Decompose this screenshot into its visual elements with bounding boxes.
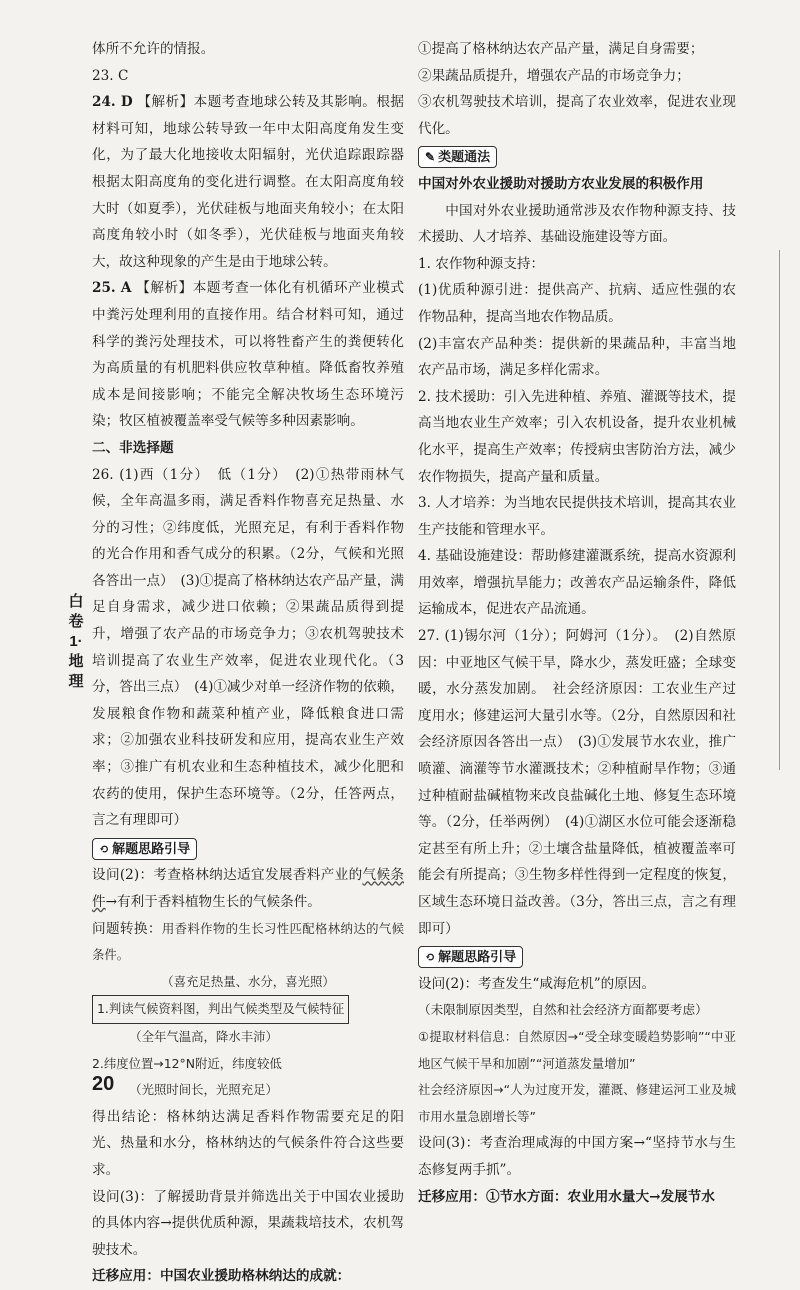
method-s3: 3. 人才培养：为当地农民提供技术培训，提高其农业生产技能和管理水平。 — [418, 495, 736, 538]
method-s1: 1. 农作物种源支持： — [418, 255, 545, 272]
right-column — [418, 36, 736, 1210]
guide-icon: ⟲ — [425, 950, 436, 965]
line-intro: 体所不允许的情报。 — [92, 41, 215, 57]
method-s1b: (2)丰富农产品种类：提供新的果蔬品种，丰富当地农产品市场，满足多样化需求。 — [418, 335, 736, 379]
achievement-2: ②果蔬品质提升，增强农产品的市场竞争力； — [418, 67, 690, 84]
method-s4: 4. 基础设施建设：帮助修建灌溉系统，提高水资源利用效率，增强抗旱能力；改善农产品运输条件，降低运输成本，促进农产品流通。 — [418, 548, 736, 618]
sub-question-2 — [92, 862, 404, 915]
transform-text: 用香料作物的生长习性匹配格林纳达的气候条件。 — [92, 920, 405, 963]
tag-label: 解题思路引导 — [438, 950, 517, 966]
hint-2: 2.纬度位置→12°N附近，纬度较低 — [92, 1055, 282, 1071]
hint-1b: （全年气温高，降水丰沛） — [129, 1028, 278, 1044]
page-edge-line — [779, 250, 780, 770]
method-s1a: (1)优质种源引进：提供高产、抗病、适应性强的农作物品种，提高当地农作物品质。 — [418, 282, 736, 325]
sub-question-3-r: 设问(3)：考查治理咸海的中国方案→“坚持节水与生态修复两手抓”。 — [418, 1135, 736, 1178]
answer-23: 23. C — [92, 67, 129, 84]
note-2: 社会经济原因→“人为过度开发，灌溉、修建运河工业及城市用水量急剧增长等” — [418, 1082, 736, 1124]
answer-25-label: 25. A — [92, 280, 132, 297]
conclusion: 得出结论：格林纳达满足香料作物需要充足的阳光、热量和水分，格林纳达的气候条件符合这些要求。 — [92, 1108, 404, 1178]
answer-24 — [92, 89, 404, 275]
tag-solving-guide-1 — [92, 838, 197, 860]
answer-24-label: 24. D — [92, 94, 133, 111]
tag-general-method — [418, 146, 497, 168]
answer-27: 27. (1)锡尔河（1分）；阿姆河（1分）。 (2)自然原因：中亚地区气候干旱，降水少，蒸发旺盛；全球变暖，水分蒸发加剧。 社会经济原因：工农业生产过度用水；修建运河大量引水等。（2分，自然原因和社会经济原因各答出一点） (3)①发展节水农业，推广喷灌、滴灌等节水灌溉技术；②种植耐旱作物；③通过种植耐盐碱植物来改良盐碱化土地、修复生态环境等。（2分，任举两例） (4)①湖区水位可能会逐渐稳定甚至有所上升；②土壤含盐量降低，植被覆盖率可能会有所提高；③生物多样性得到一定程度的恢复，区域生态环境日益改善。（3分，答出三点，言之有理即可） — [418, 628, 736, 937]
left-column — [92, 36, 404, 1290]
transform-label: 问题转换： — [92, 920, 162, 937]
answer-25-text: 【解析】本题考查一体化有机循环产业模式中粪污处理利用的直接作用。结合材料可知，通过科学的粪污处理技术，可以将牲畜产生的粪便转化为高质量的有机肥料供应牧草种植。降低畜牧养殖成本是间接影响；不能完全解决牧场生态环境污染；牧区植被覆盖率受气候等多种因素影响。 — [92, 280, 404, 430]
achievement-3: ③农机驾驶技术培训，提高了农业效率，促进农业现代化。 — [418, 94, 736, 137]
question-transform — [92, 916, 404, 969]
transfer-application-r: 迁移应用：①节水方面：农业用水量大→发展节水 — [418, 1188, 715, 1205]
sq2-text-a: 设问(2)：考查格林纳达适宜发展香料产业的 — [92, 867, 363, 884]
sq2-text-b: →有利于香料植物生长的气候条件。 — [105, 894, 321, 910]
method-intro: 中国对外农业援助通常涉及农作物种源支持、技术援助、人才培养、基础设施建设等方面。 — [418, 202, 736, 246]
tag-solving-guide-2 — [418, 946, 523, 968]
pen-icon: ✎ — [425, 150, 436, 165]
side-label: 白卷1·地理 — [68, 593, 84, 690]
answer-26: 26. (1)西（1分） 低（1分） (2)①热带雨林气候，全年高温多雨，满足香料作物喜充足热量、水分的习性；②纬度低，光照充足，有利于香料作物的光合作用和香气成分的积累。（2分，气候和光照各答出一点） (3)①提高了格林纳达农产品产量，满足自身需求，减少进口依赖；②果蔬品质得到提升，增强了农产品的市场竞争力；③农机驾驶技术培训提高了农业生产效率，促进农业现代化。（3分，答出三点） (4)①减少对单一经济作物的依赖，发展粮食作物和蔬菜种植产业，降低粮食进口需求；②加强农业科技研发和应用，提高农业生产效率；③推广有机农业和生态种植技术，减少化肥和农药的使用，保护生态环境等。（2分，任答两点，言之有理即可） — [92, 466, 404, 829]
sq2-underlined: 气候条件 — [92, 867, 404, 910]
answer-24-text: 【解析】本题考查地球公转及其影响。根据材料可知，地球公转导致一年中太阳高度角发生变化，为了最大化地接收太阳辐射，光伏追踪跟踪器根据太阳高度角的变化进行调整。在太阳高度角较大时（如夏季），光伏硅板与地面夹角较小；在太阳高度角较小时（如冬季），光伏硅板与地面夹角较大，故这种现象的产生是由于地球公转。 — [92, 94, 405, 270]
method-s2: 2. 技术援助：引入先进种植、养殖、灌溉等技术，提高当地农业生产效率；引入农机设备，提升农业机械化水平，提高生产效率；传授病虫害防治方法，减少农作物损失，提高产量和质量。 — [418, 388, 736, 485]
tag-label: 类题通法 — [438, 150, 491, 166]
hint-2b: （光照时间长，光照充足） — [129, 1082, 278, 1098]
sub-question-2-note: （未限制原因类型，自然和社会经济方面都要考虑） — [418, 1002, 708, 1018]
tag-label: 解题思路引导 — [112, 841, 191, 857]
answer-25 — [92, 275, 404, 435]
hint-1-box: 1.判读气候资料图，判出气候类型及气候特征 — [92, 995, 349, 1024]
transfer-application: 迁移应用：中国农业援助格林纳达的成就： — [92, 1268, 351, 1285]
guide-icon: ⟲ — [99, 841, 110, 856]
achievement-1: ①提高了格林纳达农产品产量，满足自身需要； — [418, 41, 704, 57]
hint-1 — [92, 995, 404, 1024]
sub-question-2-r: 设问(2)：考查发生“咸海危机”的原因。 — [418, 975, 656, 992]
transform-paren: （喜充足热量、水分，喜光照） — [161, 973, 335, 989]
note-1: ①提取材料信息：自然原因→“受全球变暖趋势影响”“中亚地区气候干旱和加剧”“河道蒸发量增加” — [418, 1028, 736, 1071]
page-number: 20 — [92, 1073, 115, 1095]
method-title: 中国对外农业援助对援助方农业发展的积极作用 — [418, 175, 704, 192]
section-heading: 二、非选择题 — [92, 439, 174, 456]
sub-question-3: 设问(3)：了解援助背景并筛选出关于中国农业援助的具体内容→提供优质种源，果蔬栽培技术，农机驾驶技术。 — [92, 1188, 404, 1258]
